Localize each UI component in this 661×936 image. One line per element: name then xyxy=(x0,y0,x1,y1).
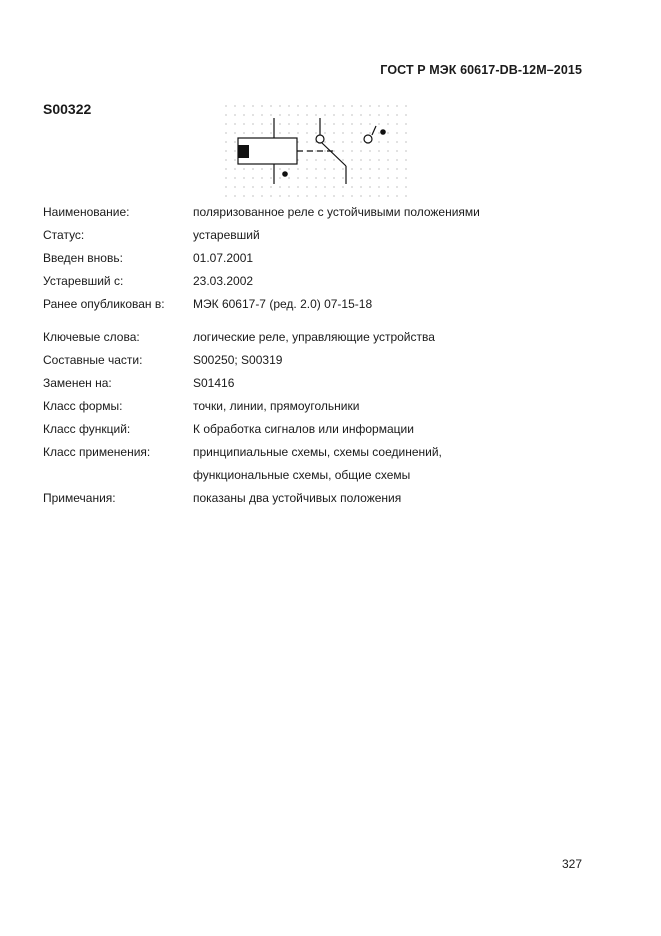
grid-dot xyxy=(351,177,352,178)
grid-dot xyxy=(315,159,316,160)
grid-dot xyxy=(252,132,253,133)
grid-dot xyxy=(234,114,235,115)
grid-dot xyxy=(225,150,226,151)
grid-dot xyxy=(270,105,271,106)
grid-dot xyxy=(252,123,253,124)
grid-dot xyxy=(360,123,361,124)
grid-dot xyxy=(333,141,334,142)
grid-dot xyxy=(234,150,235,151)
grid-dot xyxy=(297,105,298,106)
grid-dot xyxy=(225,177,226,178)
grid-dot xyxy=(369,132,370,133)
field-row-application-class xyxy=(43,444,603,467)
grid-dot xyxy=(261,195,262,196)
grid-dot xyxy=(324,177,325,178)
grid-dot xyxy=(396,150,397,151)
grid-dot xyxy=(387,168,388,169)
grid-dot xyxy=(333,159,334,160)
grid-dot xyxy=(315,105,316,106)
grid-dot xyxy=(351,105,352,106)
grid-dot xyxy=(270,123,271,124)
field-value: поляризованное реле с устойчивыми положениями xyxy=(193,205,480,219)
grid-dot xyxy=(234,132,235,133)
grid-dot xyxy=(261,114,262,115)
grid-dot xyxy=(306,177,307,178)
grid-dot xyxy=(315,150,316,151)
grid-dot xyxy=(378,114,379,115)
grid-dot xyxy=(261,168,262,169)
grid-dot xyxy=(288,105,289,106)
grid-dot xyxy=(297,177,298,178)
field-value: К обработка сигналов или информации xyxy=(193,422,414,436)
grid-dot xyxy=(387,141,388,142)
grid-dot xyxy=(288,114,289,115)
field-value: 23.03.2002 xyxy=(193,274,254,288)
grid-dot xyxy=(270,195,271,196)
field-row-obsolete-since xyxy=(43,273,603,296)
grid-dot xyxy=(396,105,397,106)
grid-dot xyxy=(288,132,289,133)
grid-dot xyxy=(360,105,361,106)
field-label: Устаревший с: xyxy=(43,274,124,288)
field-row-notes xyxy=(43,490,603,513)
grid-dot xyxy=(396,159,397,160)
document-code-header: ГОСТ Р МЭК 60617-DB-12M–2015 xyxy=(380,63,582,77)
grid-dot xyxy=(396,132,397,133)
grid-dot xyxy=(387,195,388,196)
field-label: Класс функций: xyxy=(43,422,131,436)
grid-dot xyxy=(243,177,244,178)
field-label: Наименование: xyxy=(43,205,130,219)
field-value: устаревший xyxy=(193,228,260,242)
grid-dot xyxy=(252,177,253,178)
grid-dot xyxy=(342,168,343,169)
grid-dot xyxy=(243,132,244,133)
grid-dot xyxy=(234,105,235,106)
grid-dot xyxy=(333,150,334,151)
grid-dot xyxy=(225,114,226,115)
grid-dot xyxy=(225,195,226,196)
field-row-keywords xyxy=(43,329,603,352)
grid-dot xyxy=(252,114,253,115)
grid-dot xyxy=(315,114,316,115)
field-value: принципиальные схемы, схемы соединений, xyxy=(193,445,442,459)
grid-dot xyxy=(405,195,406,196)
fields-group-details xyxy=(43,329,603,513)
grid-dot xyxy=(315,177,316,178)
grid-dot xyxy=(324,186,325,187)
grid-dot xyxy=(342,177,343,178)
field-value: логические реле, управляющие устройства xyxy=(193,330,435,344)
grid-dot xyxy=(270,168,271,169)
grid-dot xyxy=(360,168,361,169)
grid-dot xyxy=(387,114,388,115)
grid-dot xyxy=(351,195,352,196)
grid-dot xyxy=(315,132,316,133)
field-label: Статус: xyxy=(43,228,85,242)
grid-dot xyxy=(234,123,235,124)
grid-dot xyxy=(306,186,307,187)
grid-dot xyxy=(342,123,343,124)
grid-dot xyxy=(387,177,388,178)
grid-dot xyxy=(306,141,307,142)
grid-dot xyxy=(279,114,280,115)
grid-dot xyxy=(252,168,253,169)
grid-dot xyxy=(306,114,307,115)
grid-dot xyxy=(396,186,397,187)
grid-dot xyxy=(360,114,361,115)
grid-dot xyxy=(369,186,370,187)
grid-dot xyxy=(396,195,397,196)
field-label: Введен вновь: xyxy=(43,251,123,265)
grid-dot xyxy=(360,141,361,142)
grid-dot xyxy=(252,105,253,106)
grid-dot xyxy=(333,168,334,169)
grid-dot xyxy=(225,141,226,142)
grid-dot xyxy=(288,195,289,196)
grid-dot xyxy=(252,186,253,187)
grid-dot xyxy=(288,168,289,169)
field-row-replaced-by xyxy=(43,375,603,398)
grid-dot xyxy=(243,186,244,187)
grid-dot xyxy=(396,114,397,115)
field-label: Составные части: xyxy=(43,353,143,367)
grid-dot xyxy=(234,195,235,196)
grid-dot xyxy=(225,168,226,169)
grid-dot xyxy=(378,195,379,196)
grid-dot xyxy=(351,186,352,187)
field-value: МЭК 60617-7 (ред. 2.0) 07-15-18 xyxy=(193,297,373,311)
field-label: Ключевые слова: xyxy=(43,330,140,344)
field-value: показаны два устойчивых положения xyxy=(193,491,402,505)
grid-dot xyxy=(279,186,280,187)
grid-dot xyxy=(288,123,289,124)
grid-dot xyxy=(369,159,370,160)
grid-dot xyxy=(396,177,397,178)
grid-dot xyxy=(243,195,244,196)
field-label: Заменен на: xyxy=(43,376,112,390)
grid-dot xyxy=(234,168,235,169)
grid-dot xyxy=(369,150,370,151)
grid-dot xyxy=(324,132,325,133)
grid-dot xyxy=(333,186,334,187)
grid-dot xyxy=(234,177,235,178)
grid-dot xyxy=(405,186,406,187)
grid-dot xyxy=(342,195,343,196)
grid-dot xyxy=(324,105,325,106)
grid-dot xyxy=(342,114,343,115)
grid-dot xyxy=(288,177,289,178)
grid-dot xyxy=(279,168,280,169)
grid-dot xyxy=(333,114,334,115)
grid-dot xyxy=(333,177,334,178)
grid-dot xyxy=(405,123,406,124)
grid-dot xyxy=(234,186,235,187)
grid-dot xyxy=(297,132,298,133)
grid-dot xyxy=(351,123,352,124)
grid-dot xyxy=(243,105,244,106)
grid-dot xyxy=(288,186,289,187)
grid-dot xyxy=(324,195,325,196)
grid-dot xyxy=(405,141,406,142)
grid-dot xyxy=(270,114,271,115)
field-label: Класс формы: xyxy=(43,399,123,413)
field-label: Примечания: xyxy=(43,491,116,505)
field-row-function-class xyxy=(43,421,603,444)
field-value: 01.07.2001 xyxy=(193,251,254,265)
grid-dot xyxy=(405,159,406,160)
grid-dot xyxy=(387,150,388,151)
symbol-fields xyxy=(43,204,603,513)
grid-dot xyxy=(405,150,406,151)
grid-dot xyxy=(333,195,334,196)
grid-dot xyxy=(306,159,307,160)
grid-dot xyxy=(387,105,388,106)
grid-dot xyxy=(342,105,343,106)
grid-dot xyxy=(324,114,325,115)
grid-dot xyxy=(324,123,325,124)
grid-dot xyxy=(234,159,235,160)
grid-dot xyxy=(279,177,280,178)
grid-dot xyxy=(279,195,280,196)
grid-dot xyxy=(225,159,226,160)
field-value: S01416 xyxy=(193,376,235,390)
grid-dot xyxy=(270,132,271,133)
grid-dot xyxy=(405,177,406,178)
field-value: функциональные схемы, общие схемы xyxy=(193,468,411,482)
section-gap xyxy=(43,319,603,329)
grid-dot xyxy=(396,141,397,142)
grid-dot xyxy=(279,132,280,133)
grid-dot xyxy=(324,159,325,160)
grid-dot xyxy=(351,132,352,133)
grid-dot xyxy=(315,123,316,124)
grid-dot xyxy=(351,141,352,142)
grid-dot xyxy=(324,150,325,151)
field-value: S00250; S00319 xyxy=(193,353,283,367)
grid-dot xyxy=(243,168,244,169)
grid-dot xyxy=(270,177,271,178)
grid-dot xyxy=(387,132,388,133)
grid-dot xyxy=(333,123,334,124)
grid-dot xyxy=(360,132,361,133)
grid-dot xyxy=(306,168,307,169)
grid-dot xyxy=(261,186,262,187)
field-row-application-class-continued xyxy=(43,467,603,490)
grid-dot xyxy=(342,150,343,151)
page-number: 327 xyxy=(561,857,582,871)
grid-dot xyxy=(396,123,397,124)
grid-dot xyxy=(342,159,343,160)
grid-dot xyxy=(243,114,244,115)
grid-dot xyxy=(378,168,379,169)
grid-dot xyxy=(315,186,316,187)
grid-dot xyxy=(387,123,388,124)
grid-dot xyxy=(252,195,253,196)
grid-dot xyxy=(360,186,361,187)
grid-dot xyxy=(378,105,379,106)
fields-group-main xyxy=(43,204,603,319)
grid-dot xyxy=(243,123,244,124)
grid-dot xyxy=(369,177,370,178)
grid-dot xyxy=(270,186,271,187)
grid-dot xyxy=(225,186,226,187)
grid-dot xyxy=(387,159,388,160)
grid-dot xyxy=(351,114,352,115)
grid-dot xyxy=(351,168,352,169)
grid-dot xyxy=(342,141,343,142)
grid-dot xyxy=(297,195,298,196)
field-row-status xyxy=(43,227,603,250)
grid-dot xyxy=(297,114,298,115)
grid-dot xyxy=(342,132,343,133)
grid-dot xyxy=(279,123,280,124)
grid-dot xyxy=(396,168,397,169)
grid-dot xyxy=(387,186,388,187)
grid-dot xyxy=(360,195,361,196)
grid-dot xyxy=(342,186,343,187)
grid-dot xyxy=(315,168,316,169)
field-row-components xyxy=(43,352,603,375)
grid-dot xyxy=(261,132,262,133)
field-row-introduced xyxy=(43,250,603,273)
grid-dot xyxy=(333,105,334,106)
grid-dot xyxy=(405,105,406,106)
grid-dot xyxy=(225,123,226,124)
grid-dot xyxy=(369,105,370,106)
grid-dot xyxy=(369,195,370,196)
grid-dot xyxy=(297,123,298,124)
grid-dot xyxy=(378,141,379,142)
grid-dot xyxy=(324,141,325,142)
grid-dot xyxy=(378,159,379,160)
grid-dot xyxy=(297,186,298,187)
field-label: Класс применения: xyxy=(43,445,151,459)
grid-dot xyxy=(306,123,307,124)
grid-dot xyxy=(315,195,316,196)
grid-dot xyxy=(369,114,370,115)
grid-dot xyxy=(261,123,262,124)
grid-dot xyxy=(369,168,370,169)
grid-dot xyxy=(261,105,262,106)
field-row-previously-published xyxy=(43,296,603,319)
field-value: точки, линии, прямоугольники xyxy=(193,399,360,413)
grid-dot xyxy=(405,132,406,133)
grid-dot xyxy=(306,195,307,196)
grid-dot xyxy=(306,105,307,106)
grid-dot xyxy=(297,168,298,169)
grid-dot xyxy=(324,168,325,169)
grid-dot xyxy=(351,159,352,160)
grid-dot xyxy=(378,186,379,187)
grid-dot xyxy=(306,132,307,133)
grid-dot xyxy=(405,114,406,115)
field-label: Ранее опубликован в: xyxy=(43,297,165,311)
grid-dot xyxy=(378,132,379,133)
grid-dot xyxy=(225,132,226,133)
grid-dot xyxy=(234,141,235,142)
field-row-name xyxy=(43,204,603,227)
grid-dot xyxy=(405,168,406,169)
grid-dot xyxy=(351,150,352,151)
grid-dot xyxy=(369,123,370,124)
grid-dot xyxy=(360,159,361,160)
grid-dot xyxy=(378,150,379,151)
grid-dot xyxy=(225,105,226,106)
grid-dot xyxy=(378,177,379,178)
field-row-shape-class xyxy=(43,398,603,421)
grid-dot xyxy=(279,105,280,106)
symbol-code: S00322 xyxy=(43,101,92,117)
grid-dot xyxy=(333,132,334,133)
grid-dot xyxy=(360,150,361,151)
grid-dot xyxy=(360,177,361,178)
grid-dot xyxy=(378,123,379,124)
grid-dot xyxy=(261,177,262,178)
polarized-relay-symbol-icon xyxy=(220,100,420,210)
